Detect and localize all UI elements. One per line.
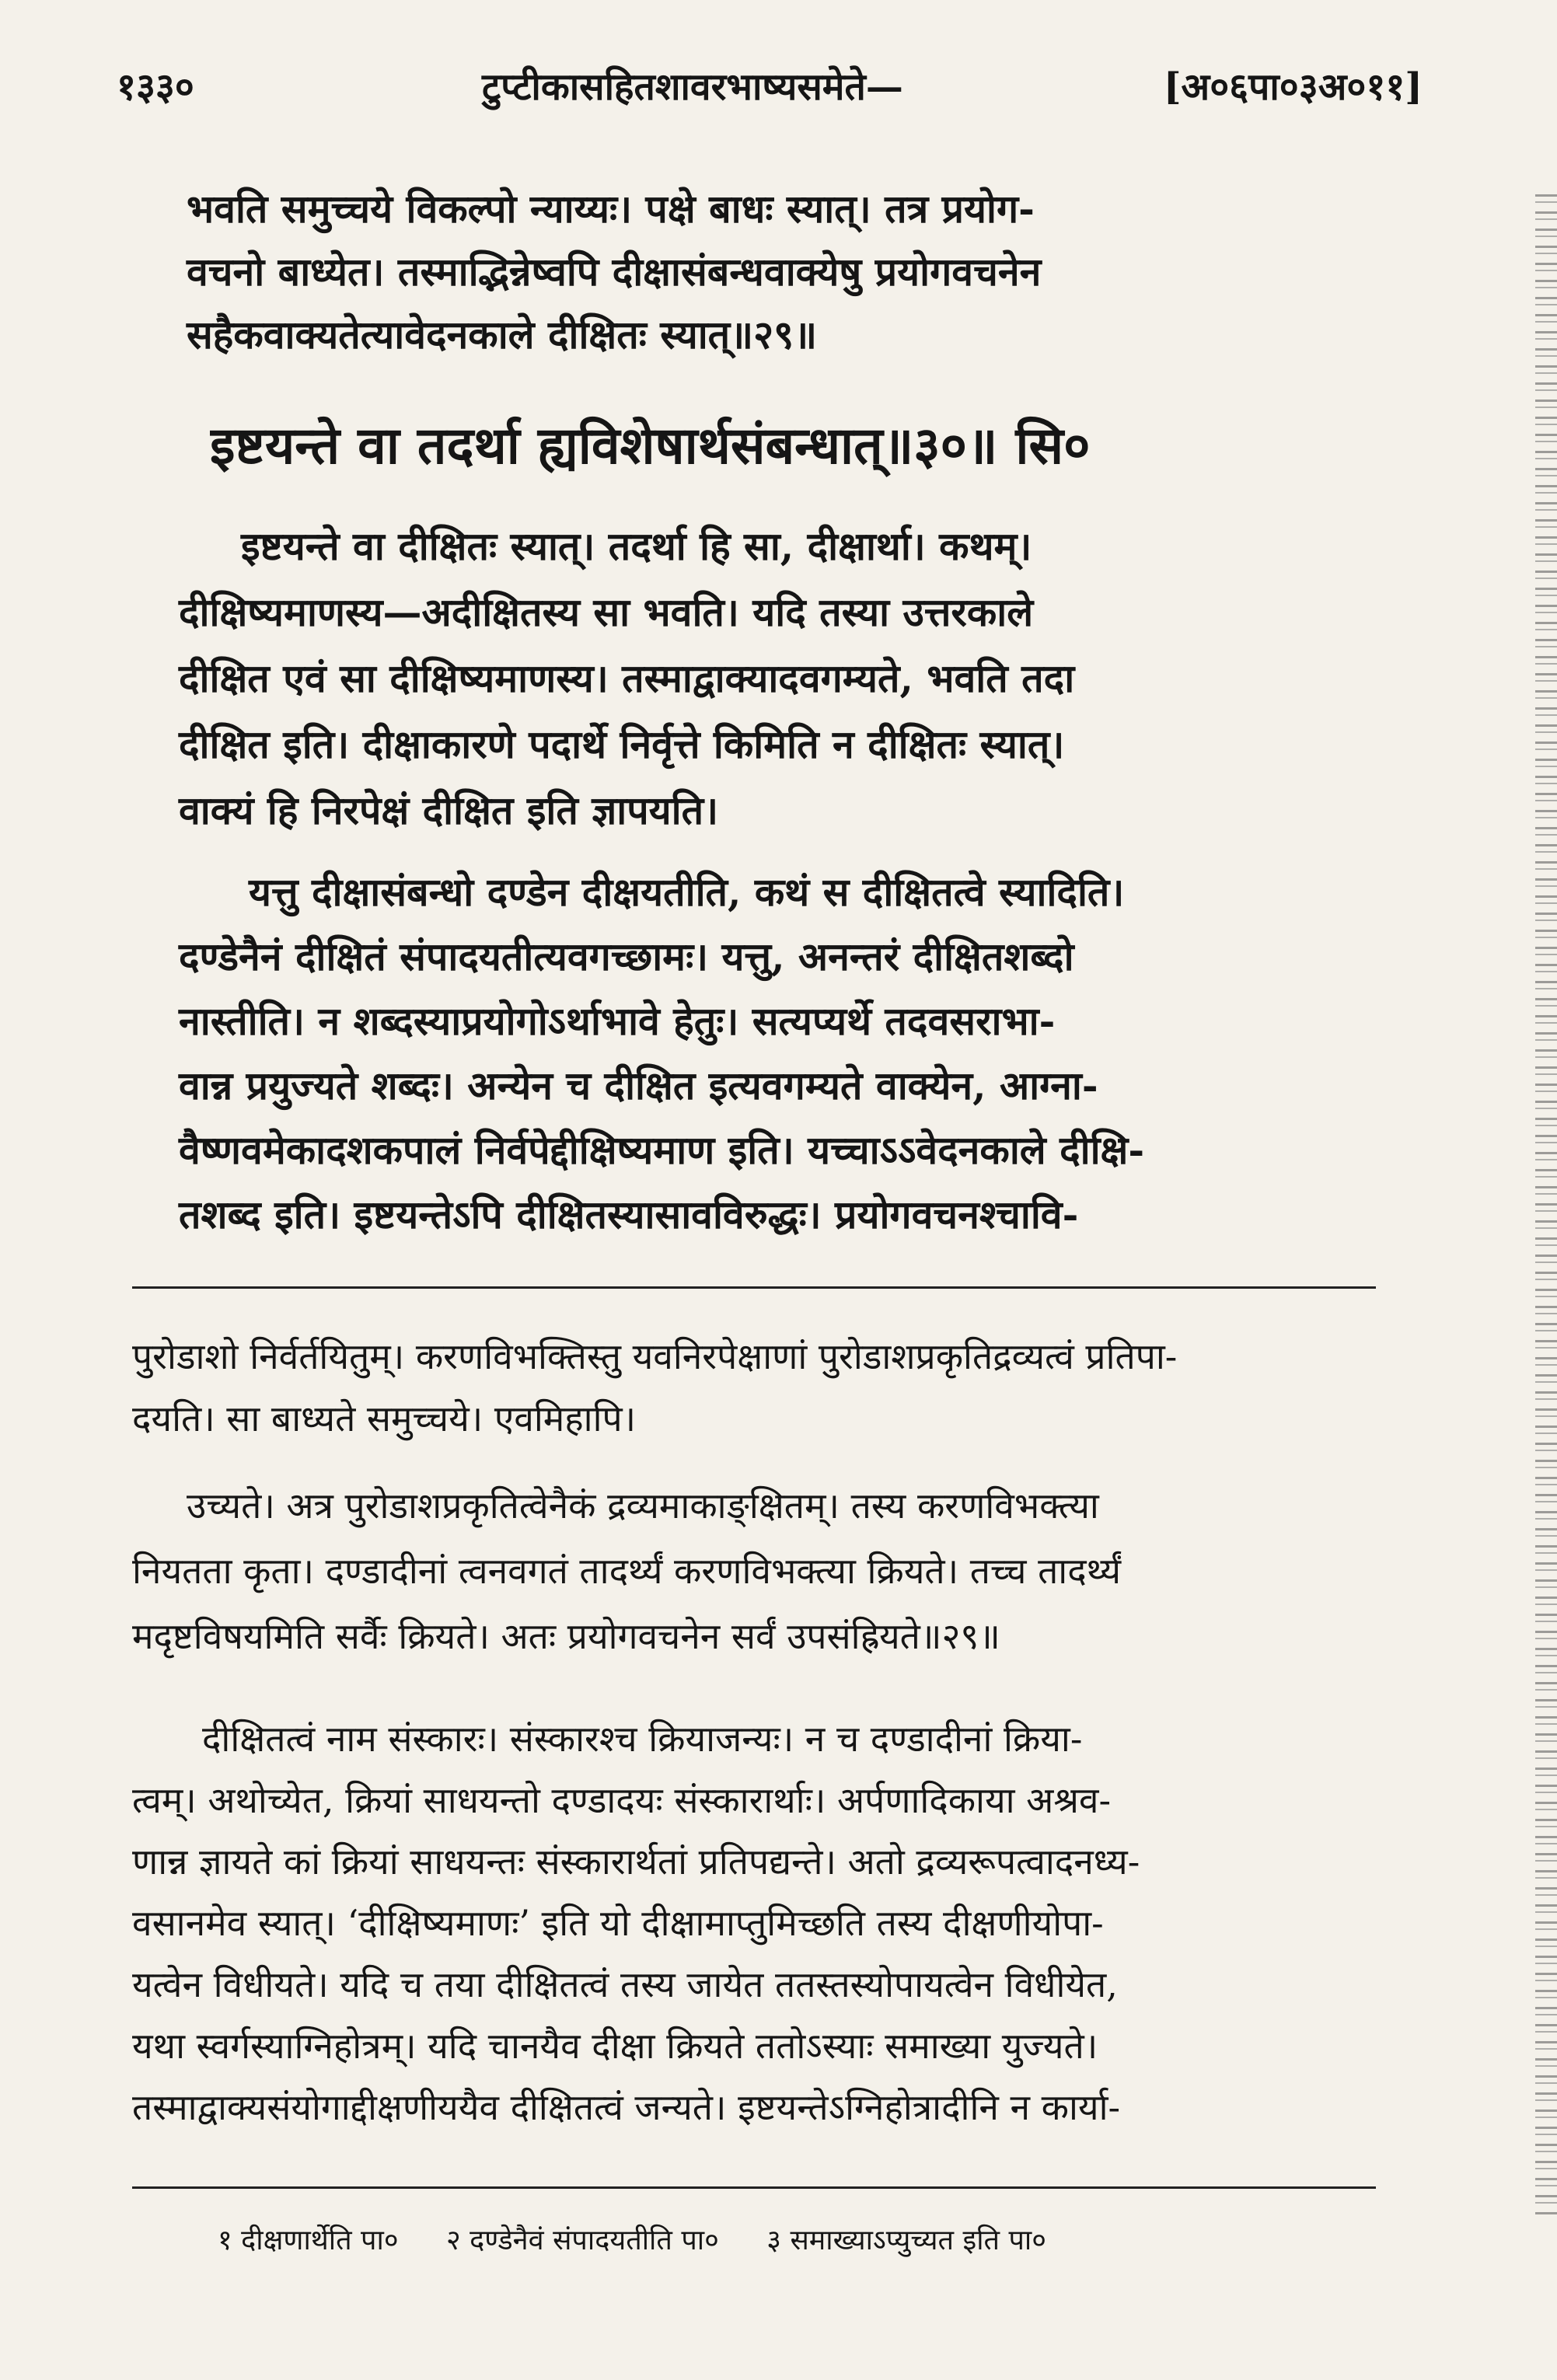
text-line: यत्वेन विधीयते। यदि च तया दीक्षितत्वं तस्य जायेत ततस्तस्योपायत्वेन विधीयेत, xyxy=(132,1963,1118,2005)
text-line: नियतता कृता। दण्डादीनां त्वनवगतं तादर्थ्यं करणविभक्त्या क्रियते। तच्च तादर्थ्यं xyxy=(132,1550,1122,1592)
text-line: वचनो बाध्येत। तस्माद्भिन्नेष्वपि दीक्षासंबन्धवाक्येषु प्रयोगवचनेन xyxy=(187,249,1042,295)
text-line: त्वम्। अथोच्येत, क्रियां साधयन्तो दण्डादयः संस्कारार्थाः। अर्पणादिकाया अश्रव- xyxy=(132,1779,1112,1821)
commentary-paragraph-1 xyxy=(117,1325,1345,1450)
text-line: दण्डेनैनं दीक्षितं संपादयतीत्यवगच्छामः। यत्तु, अनन्तरं दीक्षितशब्दो xyxy=(179,934,1074,979)
footnote-2: २ दण्डेनैवं संपादयतीति पा० xyxy=(446,2225,719,2256)
footnotes xyxy=(218,2221,1345,2260)
text-line: इष्टयन्ते वा दीक्षितः स्यात्। तदर्था हि सा, दीक्षार्था। कथम्। xyxy=(241,523,1032,569)
text-line: वाक्यं हि निरपेक्षं दीक्षित इति ज्ञापयति। xyxy=(179,787,719,833)
footnote-divider xyxy=(132,2186,1376,2189)
sutra-text: इष्टयन्ते वा तदर्था ह्यविशेषार्थसंबन्धात्॥३०॥ सि० xyxy=(210,415,1091,476)
text-line: तस्माद्वाक्यसंयोगाद्दीक्षणीययैव दीक्षितत्वं जन्यते। इष्टयन्तेऽग्निहोत्रादीनि न कार्या- xyxy=(132,2086,1121,2128)
page-header xyxy=(117,61,1423,123)
text-line: यथा स्वर्गस्याग्निहोत्रम्। यदि चानयैव दीक्षा क्रियते ततोऽस्याः समाख्या युज्यते। xyxy=(132,2025,1098,2067)
text-line: वैष्णवमेकादशकपालं निर्वपेद्दीक्षिष्यमाण इति। यच्चाऽऽवेदनकाले दीक्षि- xyxy=(179,1127,1145,1173)
sutra-heading xyxy=(210,410,1345,480)
main-paragraph-2 xyxy=(117,860,1345,1247)
commentary-paragraph-2 xyxy=(117,1473,1345,1669)
main-text-opening xyxy=(117,177,1345,366)
page-number: १३३० xyxy=(117,65,194,109)
text-line: दीक्षिष्यमाणस्य—अदीक्षितस्य सा भवति। यदि तस्या उत्तरकाले xyxy=(179,589,1034,635)
commentary-paragraph-3 xyxy=(117,1708,1345,2138)
text-line: नास्तीति। न शब्दस्याप्रयोगोऽर्थाभावे हेतुः। सत्यप्यर्थे तदवसराभा- xyxy=(179,998,1056,1044)
running-title: टुप्टीकासहितशावरभाष्यसमेते— xyxy=(482,65,903,109)
text-line: तशब्द इति। इष्टयन्तेऽपि दीक्षितस्यासावविरुद्धः। प्रयोगवचनश्चावि- xyxy=(179,1192,1079,1237)
text-line: सहैकवाक्यतेत्यावेदनकाले दीक्षितः स्यात्॥२९॥ xyxy=(187,312,818,358)
text-line: णान्न ज्ञायते कां क्रियां साधयन्तः संस्कारार्थतां प्रतिपद्यन्ते। अतो द्रव्यरूपत्वादनध्य- xyxy=(132,1841,1140,1883)
text-line: वसानमेव स्यात्। ‘दीक्षिष्यमाणः’ इति यो दीक्षामाप्तुमिच्छति तस्य दीक्षणीयोपा- xyxy=(132,1902,1104,1944)
text-line: दयति। सा बाध्यते समुच्चये। एवमिहापि। xyxy=(132,1398,637,1440)
text-line: उच्यते। अत्र पुरोडाशप्रकृतित्वेनैकं द्रव्यमाकाङ्क्षितम्। तस्य करणविभक्त्या xyxy=(187,1485,1099,1527)
section-divider xyxy=(132,1286,1376,1289)
section-reference: [अ०६पा०३अ०११] xyxy=(1163,65,1423,109)
footnote-1: १ दीक्षणार्थेति पा० xyxy=(218,2225,399,2256)
scan-edge-artifact xyxy=(1535,194,1557,2215)
text-line: दीक्षित एवं सा दीक्षिष्यमाणस्य। तस्माद्वाक्यादवगम्यते, भवति तदा xyxy=(179,655,1075,701)
text-line: यत्तु दीक्षासंबन्धो दण्डेन दीक्षयतीति, कथं स दीक्षितत्वे स्यादिति। xyxy=(249,869,1125,915)
footnote-3: ३ समाख्याऽप्युच्यत इति पा० xyxy=(766,2225,1046,2256)
text-line: दीक्षितत्वं नाम संस्कारः। संस्कारश्च क्रियाजन्यः। न च दण्डादीनां क्रिया- xyxy=(202,1718,1083,1760)
text-line: पुरोडाशो निर्वर्तयितुम्। करणविभक्तिस्तु यवनिरपेक्षाणां पुरोडाशप्रकृतिद्रव्यत्वं प्रतिपा- xyxy=(132,1335,1178,1377)
text-line: वान्न प्रयुज्यते शब्दः। अन्येन च दीक्षित इत्यवगम्यते वाक्येन, आग्ना- xyxy=(179,1063,1098,1108)
text-line: मदृष्टविषयमिति सर्वैः क्रियते। अतः प्रयोगवचनेन सर्वं उपसंह्रियते॥२९॥ xyxy=(132,1615,1000,1657)
main-paragraph-1 xyxy=(117,513,1345,843)
text-line: भवति समुच्चये विकल्पो न्याय्यः। पक्षे बाधः स्यात्। तत्र प्रयोग- xyxy=(187,186,1035,232)
text-line: दीक्षित इति। दीक्षाकारणे पदार्थे निर्वृत्ते किमिति न दीक्षितः स्यात्। xyxy=(179,721,1065,767)
